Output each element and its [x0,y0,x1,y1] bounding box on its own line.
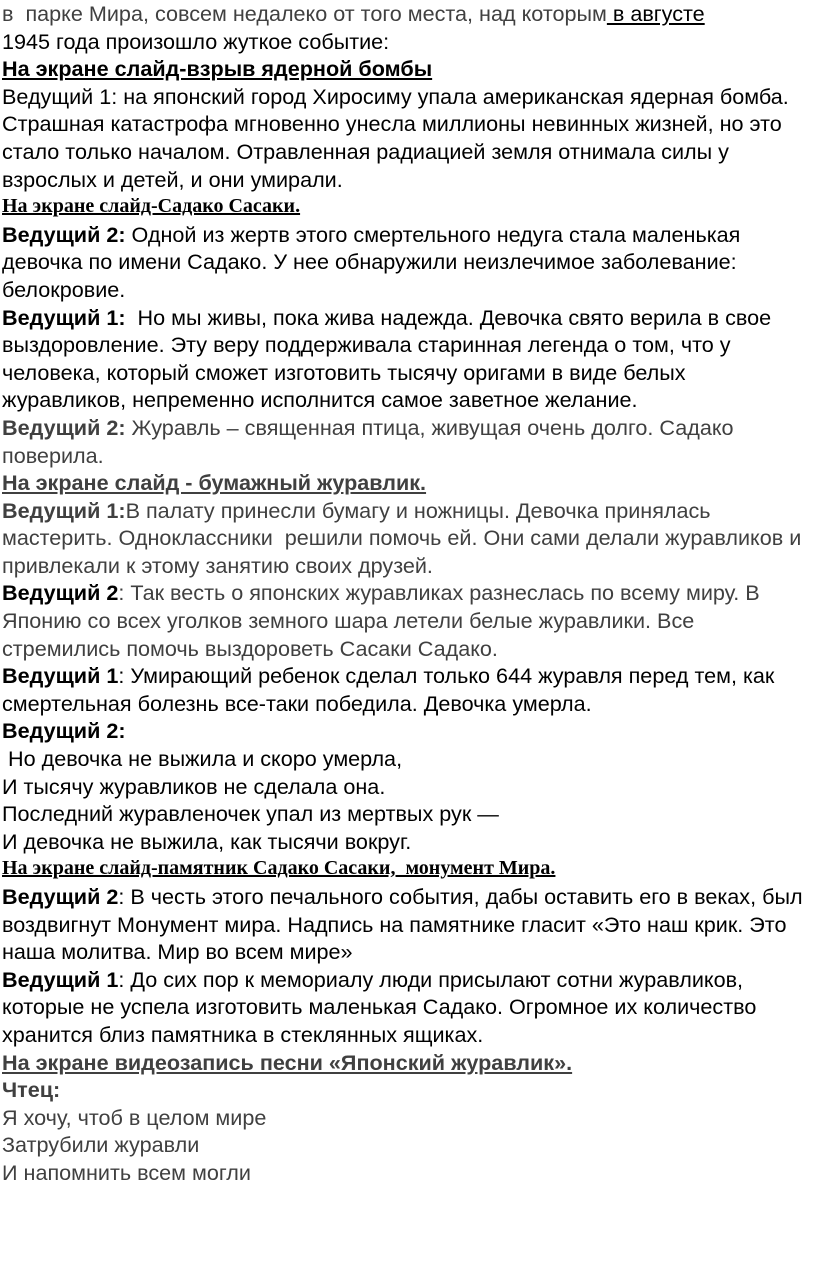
poem-line: И девочка не выжила, как тысячи вокруг. [2,828,412,854]
speaker-label: Ведущий 2: [2,718,126,744]
speaker-label: Ведущий 2: [2,414,126,440]
speaker-label: Ведущий 1: [2,497,126,523]
speaker-label: Ведущий 2 [2,580,119,606]
host2-paragraph-g [2,717,814,745]
reader-label-line [2,1076,814,1104]
speech-text: : До сих пор к мемориалу люди присылают сотни журавликов, которые не успела изготовить маленькая Садако. Огромное их количество хранится близ памятника в стеклянных ящиках. [2,966,763,1047]
intro-text-underlined: в августе [606,1,705,26]
speech-text: Одной из жертв этого смертельного недуга стала маленькая девочка по имени Садако. У нее обнаружили неизлечимое заболевание: белокровие. [2,221,747,302]
speaker-label: Ведущий 2: [2,221,126,247]
intro-text: в парке Мира, совсем недалеко от того места, над которым [2,1,607,26]
speaker-label: Ведущий 1: [2,304,126,330]
speaker-label: Ведущий 2 [2,884,119,909]
host1-paragraph-d [2,497,814,580]
slide-heading-crane: На экране слайд - бумажный журавлик. [2,470,427,496]
slide-heading-bomb: На экране слайд-взрыв ядерной бомбы [2,56,433,82]
host2-paragraph-a [2,221,814,304]
speaker-label: Ведущий 1 [2,663,119,689]
host1-paragraph-b [2,304,814,414]
slide-heading-video: На экране видеозапись песни «Японский журавлик». [2,1049,573,1075]
poem-line: И напомнить всем могли [2,1159,251,1185]
poem-line: Я хочу, чтоб в целом мире [2,1104,267,1130]
host2-paragraph-e [2,579,814,662]
host1-paragraph-f [2,662,814,717]
poem-line: Последний журавленочек упал из мертвых рук — [2,801,499,827]
poem-line: Но девочка не выжила и скоро умерла, [2,746,403,772]
speech-text: Журавль – священная птица, живущая очень долго. Садако поверила. [2,414,740,468]
speech-text: : Умирающий ребенок сделал только 644 журавля перед тем, как смертельная болезнь все-таки победила. Девочка умерла. [2,663,781,716]
host2-paragraph-h [2,883,814,966]
speech-text: В палату принесли бумагу и ножницы. Девочка принялась мастерить. Одноклассники решили помочь ей. Они сами делали журавликов и привлекали к этому занятию своих друзей. [2,497,808,578]
speaker-label: Чтец: [2,1077,61,1103]
speaker-label: Ведущий 1 [2,966,119,992]
slide-heading-sadako: На экране слайд-Садако Сасаки. [2,195,301,218]
poem-line: И тысячу журавликов не сделала она. [2,773,386,799]
poem-line: Затрубили журавли [2,1132,200,1158]
host2-paragraph-c [2,414,814,469]
host1-paragraph-intro: Ведущий 1: на японский город Хиросиму упала американская ядерная бомба. Страшная катастрофа мгновенно унесла миллионы невинных жизней, но это стало только началом. Отравленная радиацией земля отнимала силы у взрослых и детей, и они умирали. [2,83,795,192]
speech-text: : Так весть о японских журавликах разнеслась по всему миру. В Японию со всех уголков земного шара летели белые журавлики. Все стремились помочь выздороветь Сасаки Садако. [2,580,766,661]
slide-heading-monument: На экране слайд-памятник Садако Сасаки, монумент Мира. [2,857,556,880]
host1-paragraph-i [2,966,814,1049]
intro-line-1 [2,0,814,28]
intro-line-2: 1945 года произошло жуткое событие: [2,28,390,54]
speech-text: : В честь этого печального события, дабы оставить его в веках, был воздвигнут Монумент мира. Надпись на памятнике гласит «Это наш крик. Это наша молитва. Мир во всем мире» [2,884,809,965]
speech-text: Но мы живы, пока жива надежда. Девочка свято верила в свое выздоровление. Эту веру поддерживала старинная легенда о том, что у человека, который сможет изготовить тысячу оригами в виде белых журавликов, непременно исполнится самое заветное желание. [2,304,778,413]
